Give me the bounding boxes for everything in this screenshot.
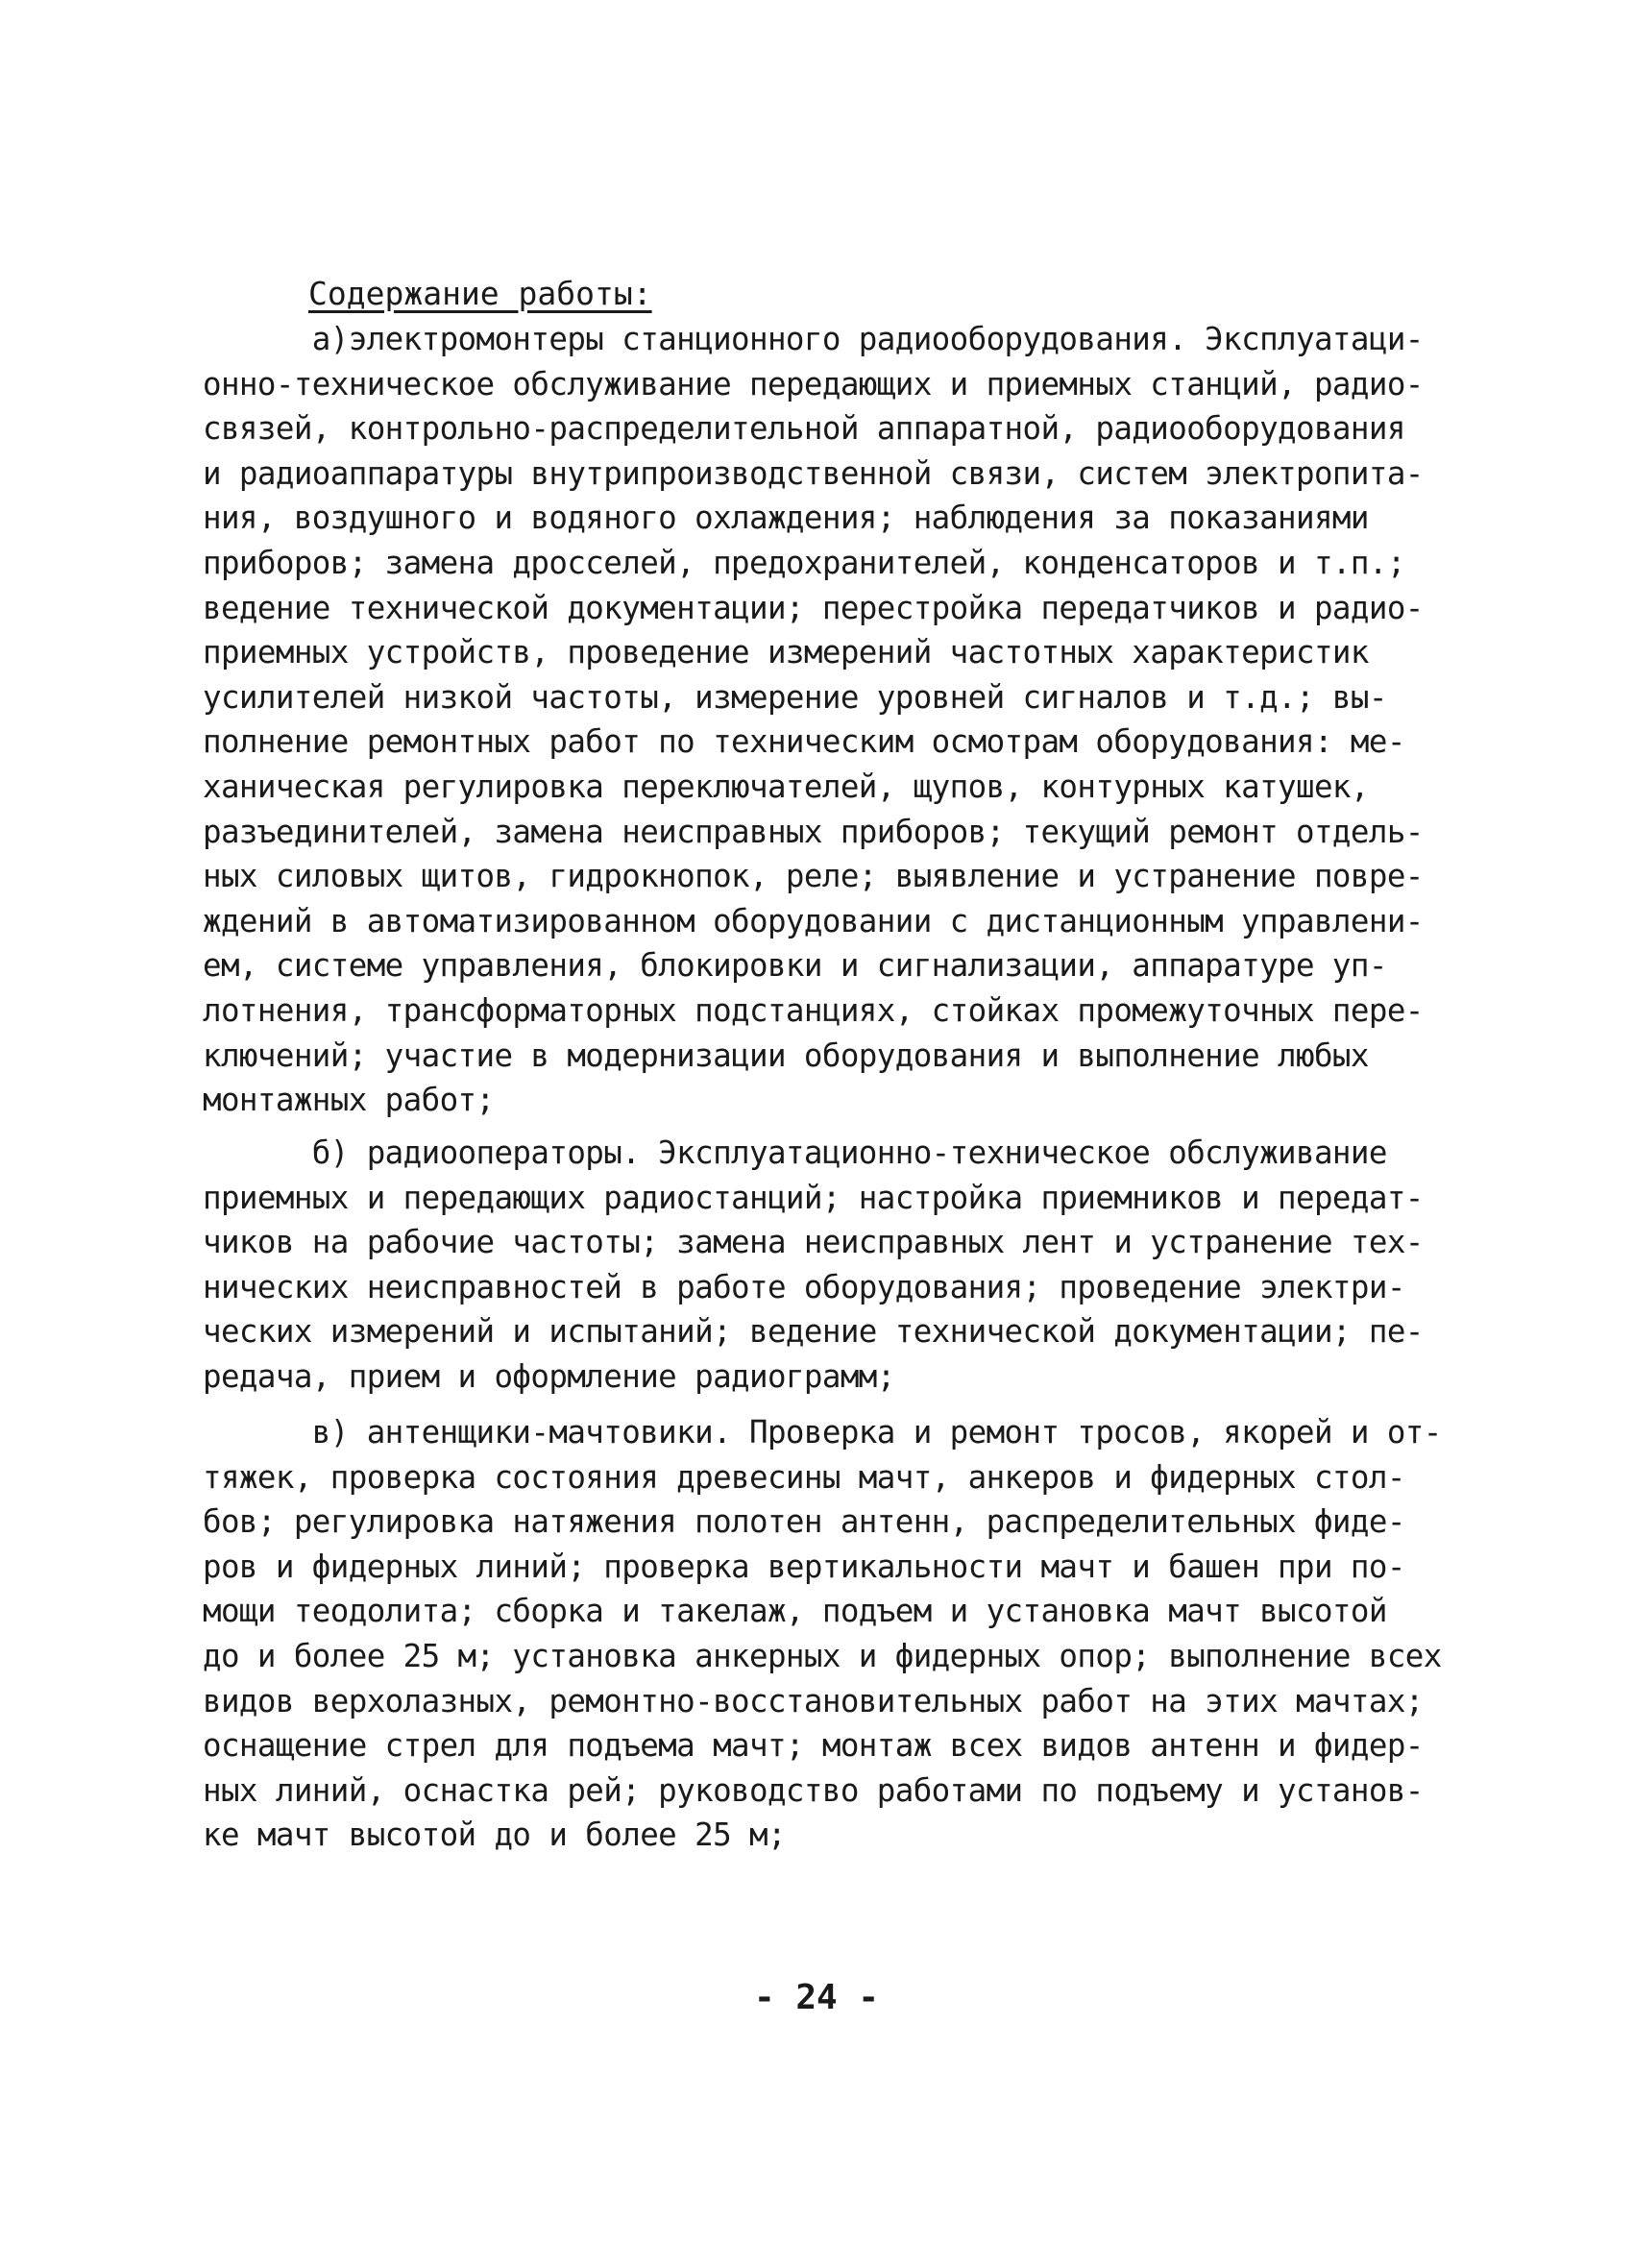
text-line: ждений в автоматизированном оборудовании с дистанционным управлени- <box>203 902 1424 939</box>
text-line: приборов; замена дросселей, предохранителей, конденсаторов и т.п.; <box>203 544 1405 581</box>
text-line: ке мачт высотой до и более 25 м; <box>203 1817 786 1854</box>
paragraph-a-electricians <box>203 317 1424 1123</box>
text-line: и радиоаппаратуры внутрипроизводственной связи, систем электропита- <box>203 454 1424 492</box>
text-line: чиков на рабочие частоты; замена неисправных лент и устранение тех- <box>203 1224 1424 1261</box>
text-line: оснащение стрел для подъема мачт; монтаж всех видов антенн и фидер- <box>203 1727 1424 1765</box>
text-line: разъединителей, замена неисправных приборов; текущий ремонт отдель- <box>203 813 1424 850</box>
paragraph-b-radio-operators <box>203 1131 1424 1400</box>
text-line: бов; регулировка натяжения полотен антенн, распределительных фиде- <box>203 1503 1405 1541</box>
text-line: монтажных работ; <box>203 1082 495 1119</box>
text-line: усилителей низкой частоты, измерение уровней сигналов и т.д.; вы- <box>203 678 1387 716</box>
text-line: связей, контрольно-распределительной аппаратной, радиооборудования <box>203 410 1405 448</box>
text-line: а)электромонтеры станционного радиооборудования. Эксплуатаци- <box>203 321 1424 357</box>
text-line: онно-техническое обслуживание передающих и приемных станций, радио- <box>203 365 1424 402</box>
text-line: приемных устройств, проведение измерений частотных характеристик <box>203 634 1369 671</box>
text-line: редача, прием и оформление радиограмм; <box>203 1357 895 1395</box>
text-line: ных линий, оснастка рей; руководство работами по подъему и установ- <box>203 1771 1424 1809</box>
text-line: ния, воздушного и водяного охлаждения; наблюдения за показаниями <box>203 500 1369 537</box>
text-line: ведение технической документации; перестройка передатчиков и радио- <box>203 589 1424 626</box>
text-line: видов верхолазных, ремонтно-восстановительных работ на этих мачтах; <box>203 1682 1424 1719</box>
paragraph-c-antenna-riggers <box>203 1410 1442 1858</box>
text-line: ключений; участие в модернизации оборудования и выполнение любых <box>203 1036 1369 1074</box>
text-line: ханическая регулировка переключателей, щупов, контурных катушек, <box>203 768 1369 805</box>
text-line: до и более 25 м; установка анкерных и фидерных опор; выполнение всех <box>203 1637 1442 1674</box>
text-line: в) антенщики-мачтовики. Проверка и ремонт тросов, якорей и от- <box>203 1414 1442 1451</box>
text-line: ных силовых щитов, гидрокнопок, реле; выявление и устранение повре- <box>203 858 1424 895</box>
text-line: мощи теодолита; сборка и такелаж, подъем и установка мачт высотой <box>203 1593 1387 1630</box>
text-line: нических неисправностей в работе оборудования; проведение электри- <box>203 1268 1405 1305</box>
text-line: ческих измерений и испытаний; ведение технической документации; пе- <box>203 1313 1424 1351</box>
text-line: ем, системе управления, блокировки и сигнализации, аппаратуре уп- <box>203 947 1387 985</box>
text-line: тяжек, проверка состояния древесины мачт, анкеров и фидерных стол- <box>203 1458 1405 1496</box>
text-line: ров и фидерных линий; проверка вертикальности мачт и башен при по- <box>203 1548 1405 1585</box>
text-line: лотнения, трансформаторных подстанциях, стойках промежуточных пере- <box>203 991 1424 1029</box>
page-number: - 24 - <box>753 1978 880 2017</box>
section-heading: Содержание работы: <box>308 275 652 312</box>
text-line: приемных и передающих радиостанций; настройка приемников и передат- <box>203 1179 1424 1216</box>
text-line: полнение ремонтных работ по техническим осмотрам оборудования: ме- <box>203 723 1405 761</box>
text-line: б) радиооператоры. Эксплуатационно-техническое обслуживание <box>203 1134 1387 1171</box>
